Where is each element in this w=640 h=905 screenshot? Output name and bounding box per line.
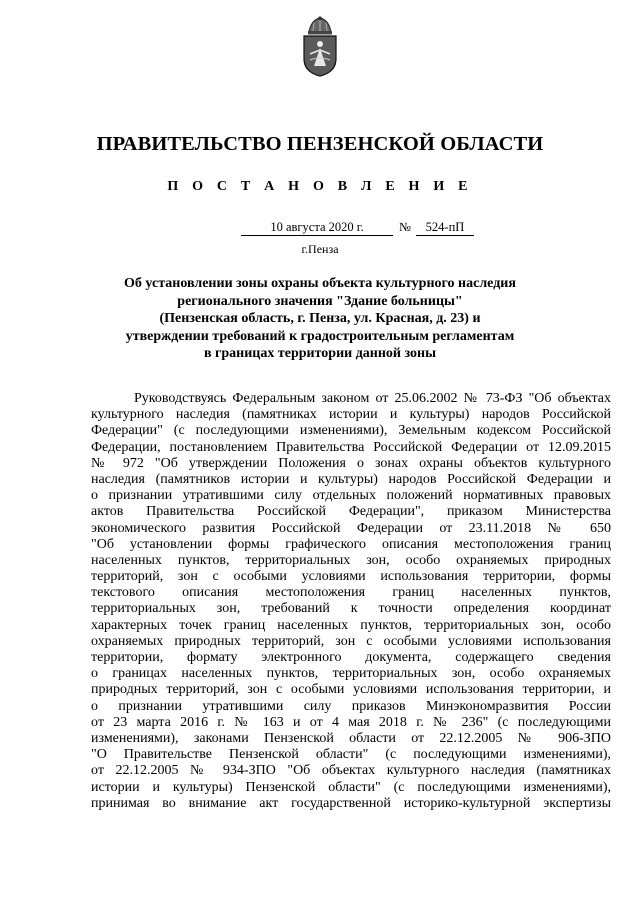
body-line: характерных точек границ населенных пунктов, территориальных зон, особо — [91, 617, 611, 633]
body-line: Руководствуясь Федеральным законом от 25.06.2002 № 73-ФЗ "Об объектах — [134, 391, 611, 406]
body-line: территории, формату электронного документа, содержащего сведения — [91, 650, 611, 665]
body-line: от 22.12.2005 № 934-ЗПО "Об объектах культурного наследия (памятниках — [91, 763, 611, 779]
body-line: текстового описания местоположения границ населенных пунктов, — [91, 585, 611, 601]
body-line: актов Правительства Российской Федерации", приказом Министерства — [91, 504, 611, 520]
body-line: № 972 "Об утверждении Положения о зонах охраны объектов культурного — [91, 455, 611, 471]
body-line: экономического развития Российской Федерации от 23.11.2018 № 650 — [91, 520, 611, 536]
body-line: "О Правительстве Пензенской области" (с последующими изменениями), — [91, 747, 611, 763]
body-line: от 23 марта 2016 г. № 163 и от 4 мая 2018 г. № 236" (с последующими — [91, 714, 611, 730]
body-paragraph — [91, 391, 611, 812]
body-line: "Об установлении формы графического описания местоположения границ — [91, 536, 611, 552]
document-date: 10 августа 2020 г. — [241, 220, 393, 236]
body-line: культурного наследия (памятниках истории и культуры) народов Российской — [91, 407, 611, 423]
penza-coat-of-arms-icon — [297, 16, 343, 78]
subject-line: регионального значения "Здание больницы" — [177, 293, 463, 309]
body-line: охраняемых природных территорий, зон с особыми условиями использования — [91, 633, 611, 649]
body-line: истории и культуры) Пензенской области" (с последующими изменениями), — [91, 779, 611, 795]
date-number-row — [0, 220, 640, 238]
body-line: наследия (памятников истории и культуры) народов Российской Федерации и — [91, 471, 611, 487]
body-line: о границах населенных пунктов, территориальных зон, особо охраняемых — [91, 666, 611, 682]
body-line: изменениями), законами Пензенской области от 22.12.2005 № 906-ЗПО — [91, 730, 611, 746]
document-subject — [100, 275, 540, 363]
body-line: Федерации, постановлением Правительства Российской Федерации от 12.09.2015 — [91, 439, 611, 455]
body-line: о признании утратившими силу приказов Минэкономразвития России — [91, 698, 611, 714]
subject-line: в границах территории данной зоны — [203, 346, 437, 362]
document-type: П О С Т А Н О В Л Е Н И Е — [167, 179, 473, 194]
city: г.Пенза — [301, 242, 339, 256]
subject-line: утверждении требований к градостроительным регламентам — [125, 328, 515, 344]
body-line: Федерации" (с последующими изменениями), Земельным кодексом Российской — [91, 423, 611, 439]
body-line: территорий, зон с особыми условиями использования территории, формы — [91, 569, 611, 585]
body-line: территориальных зон, требований к точности определения координат — [91, 601, 611, 617]
government-title: ПРАВИТЕЛЬСТВО ПЕНЗЕНСКОЙ ОБЛАСТИ — [96, 133, 544, 155]
body-line: о признании утратившими силу отдельных положений нормативных правовых — [91, 488, 611, 504]
number-sign: № — [399, 220, 411, 234]
subject-line: Об установлении зоны охраны объекта культурного наследия — [124, 276, 516, 291]
document-number: 524-пП — [416, 220, 474, 236]
body-line: природных территорий, зон с особыми условиями использования территории, и — [91, 682, 611, 698]
body-line: принимая во внимание акт государственной историко-культурной экспертизы — [91, 795, 611, 811]
subject-line: (Пензенская область, г. Пенза, ул. Красная, д. 23) и — [159, 311, 481, 327]
body-line: населенных пунктов, территориальных зон, особо охраняемых природных — [91, 552, 611, 568]
